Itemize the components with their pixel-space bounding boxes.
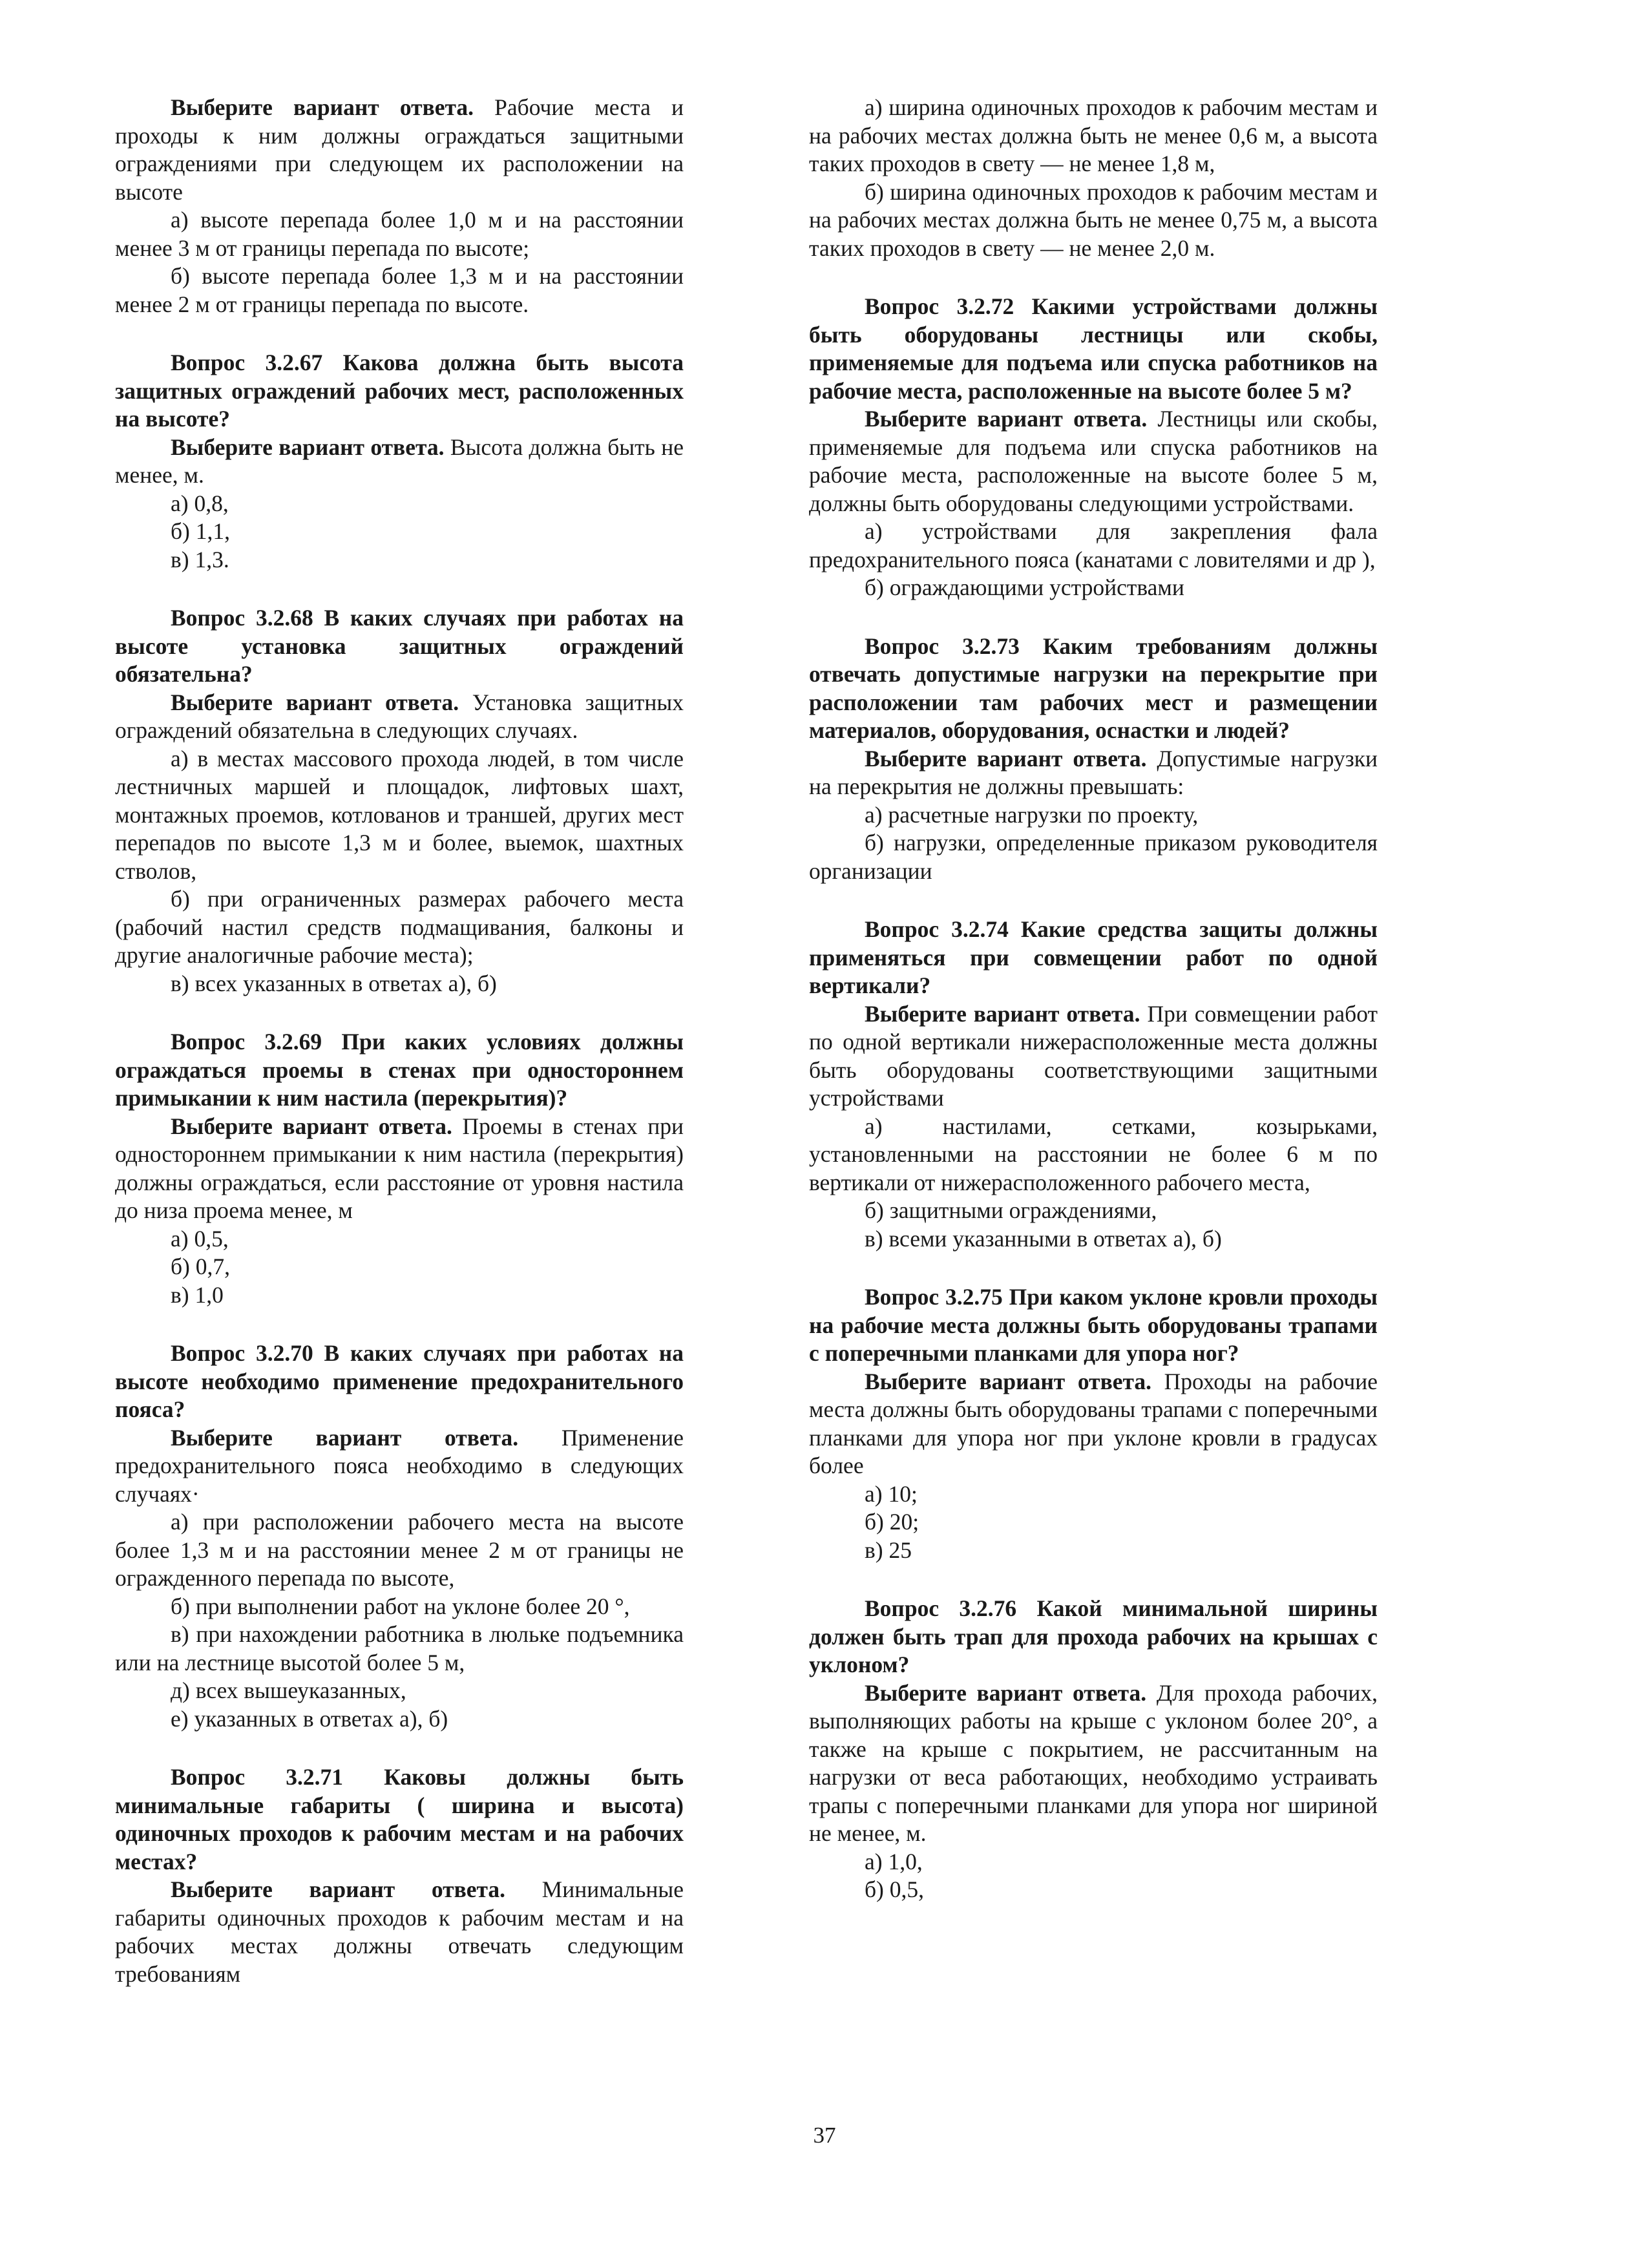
answer-option: а) 0,5, <box>171 1225 229 1252</box>
answer-option: б) 0,7, <box>171 1254 231 1279</box>
answer-prompt <box>115 1876 684 1988</box>
answer-option: б) 1,1, <box>171 518 231 544</box>
question-title: Вопрос 3.2.72 Какими устройствами должны быть оборудованы лестницы или скобы, применяемые для подъема или спуска работников на рабочие места, расположенные на высоте более 5 м? <box>809 293 1378 404</box>
answer-option: б) защитными ограждениями, <box>865 1197 1157 1223</box>
answer-text: Рабочие места и проходы к ним должны ограждаться защитными ограждениями при следующем их расположении на высоте <box>115 94 684 205</box>
answer-text: Установка защитных ограждений обязательна в следующих случаях. <box>115 689 684 743</box>
question-3-2-71-continued <box>809 94 1378 262</box>
answer-prompt <box>115 1113 684 1225</box>
answer-option: в) при нахождении работника в люльке подъемника или на лестнице высотой более 5 м, <box>115 1621 684 1675</box>
answer-lead: Выберите вариант ответа. <box>171 1113 452 1139</box>
question-title: Вопрос 3.2.76 Какой минимальной ширины должен быть трап для прохода рабочих на крышах с уклоном? <box>809 1595 1378 1677</box>
answer-option: в) 1,3. <box>171 546 229 572</box>
answer-option: а) расчетные нагрузки по проекту, <box>865 801 1199 828</box>
answer-option: а) при расположении рабочего места на высоте более 1,3 м и на расстоянии менее 2 м от границы не огражденного перепада по высоте, <box>115 1509 684 1591</box>
answer-text: Для прохода рабочих, выполняющих работы на крыше с уклоном более 20°, а также на крыше с покрытием, не рассчитанным на нагрузки от веса работающих, необходимо устраивать трапы с поперечными планками для упора ног шириной не менее, м. <box>809 1679 1378 1846</box>
answer-lead: Выберите вариант ответа. <box>171 1876 505 1902</box>
answer-prompt <box>115 94 684 206</box>
question-title: Вопрос 3.2.75 При каком уклоне кровли проходы на рабочие места должны быть оборудованы трапами с поперечными планками для упора ног? <box>809 1284 1378 1366</box>
answer-option: в) всеми указанными в ответах а), б) <box>865 1225 1222 1252</box>
answer-prompt <box>809 1679 1378 1848</box>
answer-lead: Выберите вариант ответа. <box>171 1424 519 1451</box>
answer-option: д) всех вышеуказанных, <box>171 1677 406 1703</box>
answer-option: б) 20; <box>865 1509 919 1535</box>
answer-option: б) высоте перепада более 1,3 м и на расстоянии менее 2 м от границы перепада по высоте. <box>115 263 684 317</box>
answer-text: Минимальные габариты одиночных проходов к рабочим местам и на рабочих местах должны отвечать следующим требованиям <box>115 1876 684 1987</box>
answer-text: Применение предохранительного пояса необходимо в следующих случаях· <box>115 1424 684 1507</box>
answer-option: в) 1,0 <box>171 1281 224 1308</box>
answer-prompt <box>809 405 1378 518</box>
answer-prompt <box>115 434 684 490</box>
question-3-2-69 <box>115 1028 684 1309</box>
answer-option: б) 0,5, <box>865 1876 925 1902</box>
answer-option: б) ширина одиночных проходов к рабочим местам и на рабочих местах должна быть не менее 0,75 м, а высота таких проходов в свету — не менее 2,0 м. <box>809 178 1378 261</box>
question-title: Вопрос 3.2.69 При каких условиях должны ограждаться проемы в стенах при одностороннем примыкании к ним настила (перекрытия)? <box>115 1029 684 1111</box>
answer-text: При совмещении работ по одной вертикали нижерасположенные места должны быть оборудованы соответствующими защитными устройствами <box>809 1000 1378 1111</box>
question-title: Вопрос 3.2.68 В каких случаях при работах на высоте установка защитных ограждений обязательна? <box>115 605 684 687</box>
answer-text: Проходы на рабочие места должны быть оборудованы трапами с поперечными планками для упора ног при уклоне кровли в градусах более <box>809 1368 1378 1478</box>
question-title: Вопрос 3.2.71 Каковы должны быть минимальные габариты ( ширина и высота) одиночных проходов к рабочим местам и на рабочих местах? <box>115 1764 684 1874</box>
question-title: Вопрос 3.2.67 Какова должна быть высота защитных ограждений рабочих мест, расположенных на высоте? <box>115 350 684 432</box>
question-3-2-76 <box>809 1595 1378 1904</box>
question-title: Вопрос 3.2.73 Каким требованиям должны отвечать допустимые нагрузки на перекрытие при расположении там рабочих мест и размещении материалов, оборудования, оснастки и людей? <box>809 633 1378 743</box>
answer-lead: Выберите вариант ответа. <box>865 1368 1152 1394</box>
left-column <box>115 94 684 1988</box>
answer-option: б) при ограниченных размерах рабочего места (рабочий настил средств подмащивания, балконы и другие аналогичные рабочие места); <box>115 886 684 968</box>
answer-option: б) при выполнении работ на уклоне более 20 °, <box>171 1593 630 1619</box>
answer-text: Проемы в стенах при одностороннем примыкании к ним настила (перекрытия) должны ограждаться, если расстояние от уровня настила до низа проема менее, м <box>115 1113 684 1223</box>
question-3-2-74 <box>809 916 1378 1253</box>
answer-option: а) 1,0, <box>865 1848 923 1874</box>
answer-lead: Выберите вариант ответа. <box>865 406 1148 432</box>
question-3-2-73 <box>809 633 1378 886</box>
answer-option: а) устройствами для закрепления фала предохранительного пояса (канатами с ловителями и др ), <box>809 518 1378 572</box>
answer-prompt <box>115 1424 684 1509</box>
answer-lead: Выберите вариант ответа. <box>865 1000 1140 1027</box>
answer-text: Допустимые нагрузки на перекрытия не должны превышать: <box>809 745 1378 799</box>
answer-lead: Выберите вариант ответа. <box>171 434 445 460</box>
question-3-2-68 <box>115 604 684 998</box>
intro-block <box>115 94 684 319</box>
page-number: 37 <box>813 2123 836 2148</box>
right-column <box>809 94 1378 1904</box>
question-3-2-71 <box>115 1763 684 1988</box>
question-title: Вопрос 3.2.74 Какие средства защиты должны применяться при совмещении работ по одной вертикали? <box>809 916 1378 998</box>
answer-prompt <box>809 745 1378 801</box>
question-3-2-67 <box>115 349 684 574</box>
question-3-2-70 <box>115 1339 684 1733</box>
answer-lead: Выберите вариант ответа. <box>865 1679 1147 1706</box>
question-3-2-75 <box>809 1283 1378 1564</box>
answer-option: в) всех указанных в ответах а), б) <box>171 970 497 996</box>
answer-lead: Выберите вариант ответа. <box>171 94 474 120</box>
answer-option: а) в местах массового прохода людей, в том числе лестничных маршей и площадок, лифтовых шахт, монтажных проемов, котлованов и траншей, других мест перепадов по высоте 1,3 м и более, выемок, шахтных стволов, <box>115 745 684 884</box>
answer-option: а) высоте перепада более 1,0 м и на расстоянии менее 3 м от границы перепада по высоте; <box>115 207 684 261</box>
answer-option: а) 10; <box>865 1480 918 1507</box>
answer-option: е) указанных в ответах а), б) <box>171 1705 448 1732</box>
answer-option: в) 25 <box>865 1537 912 1563</box>
answer-option: а) ширина одиночных проходов к рабочим местам и на рабочих местах должна быть не менее 0,6 м, а высота таких проходов в свету — не менее 1,8 м, <box>809 94 1378 176</box>
answer-option: б) нагрузки, определенные приказом руководителя организации <box>809 830 1378 884</box>
answer-prompt <box>809 1000 1378 1113</box>
answer-lead: Выберите вариант ответа. <box>865 745 1147 772</box>
answer-prompt <box>809 1368 1378 1480</box>
answer-lead: Выберите вариант ответа. <box>171 689 459 715</box>
question-title: Вопрос 3.2.70 В каких случаях при работах на высоте необходимо применение предохранительного пояса? <box>115 1340 684 1422</box>
answer-prompt <box>115 689 684 745</box>
answer-option: б) ограждающими устройствами <box>865 574 1184 600</box>
question-3-2-72 <box>809 293 1378 602</box>
answer-option: а) 0,8, <box>171 490 229 516</box>
answer-text: Лестницы или скобы, применяемые для подъема или спуска работников на рабочие места, расположенные на высоте более 5 м, должны быть оборудованы следующими устройствами. <box>809 406 1378 516</box>
answer-option: а) настилами, сетками, козырьками, установленными на расстоянии не более 6 м по вертикали от нижерасположенного рабочего места, <box>809 1113 1378 1195</box>
answer-text: Высота должна быть не менее, м. <box>115 434 684 488</box>
